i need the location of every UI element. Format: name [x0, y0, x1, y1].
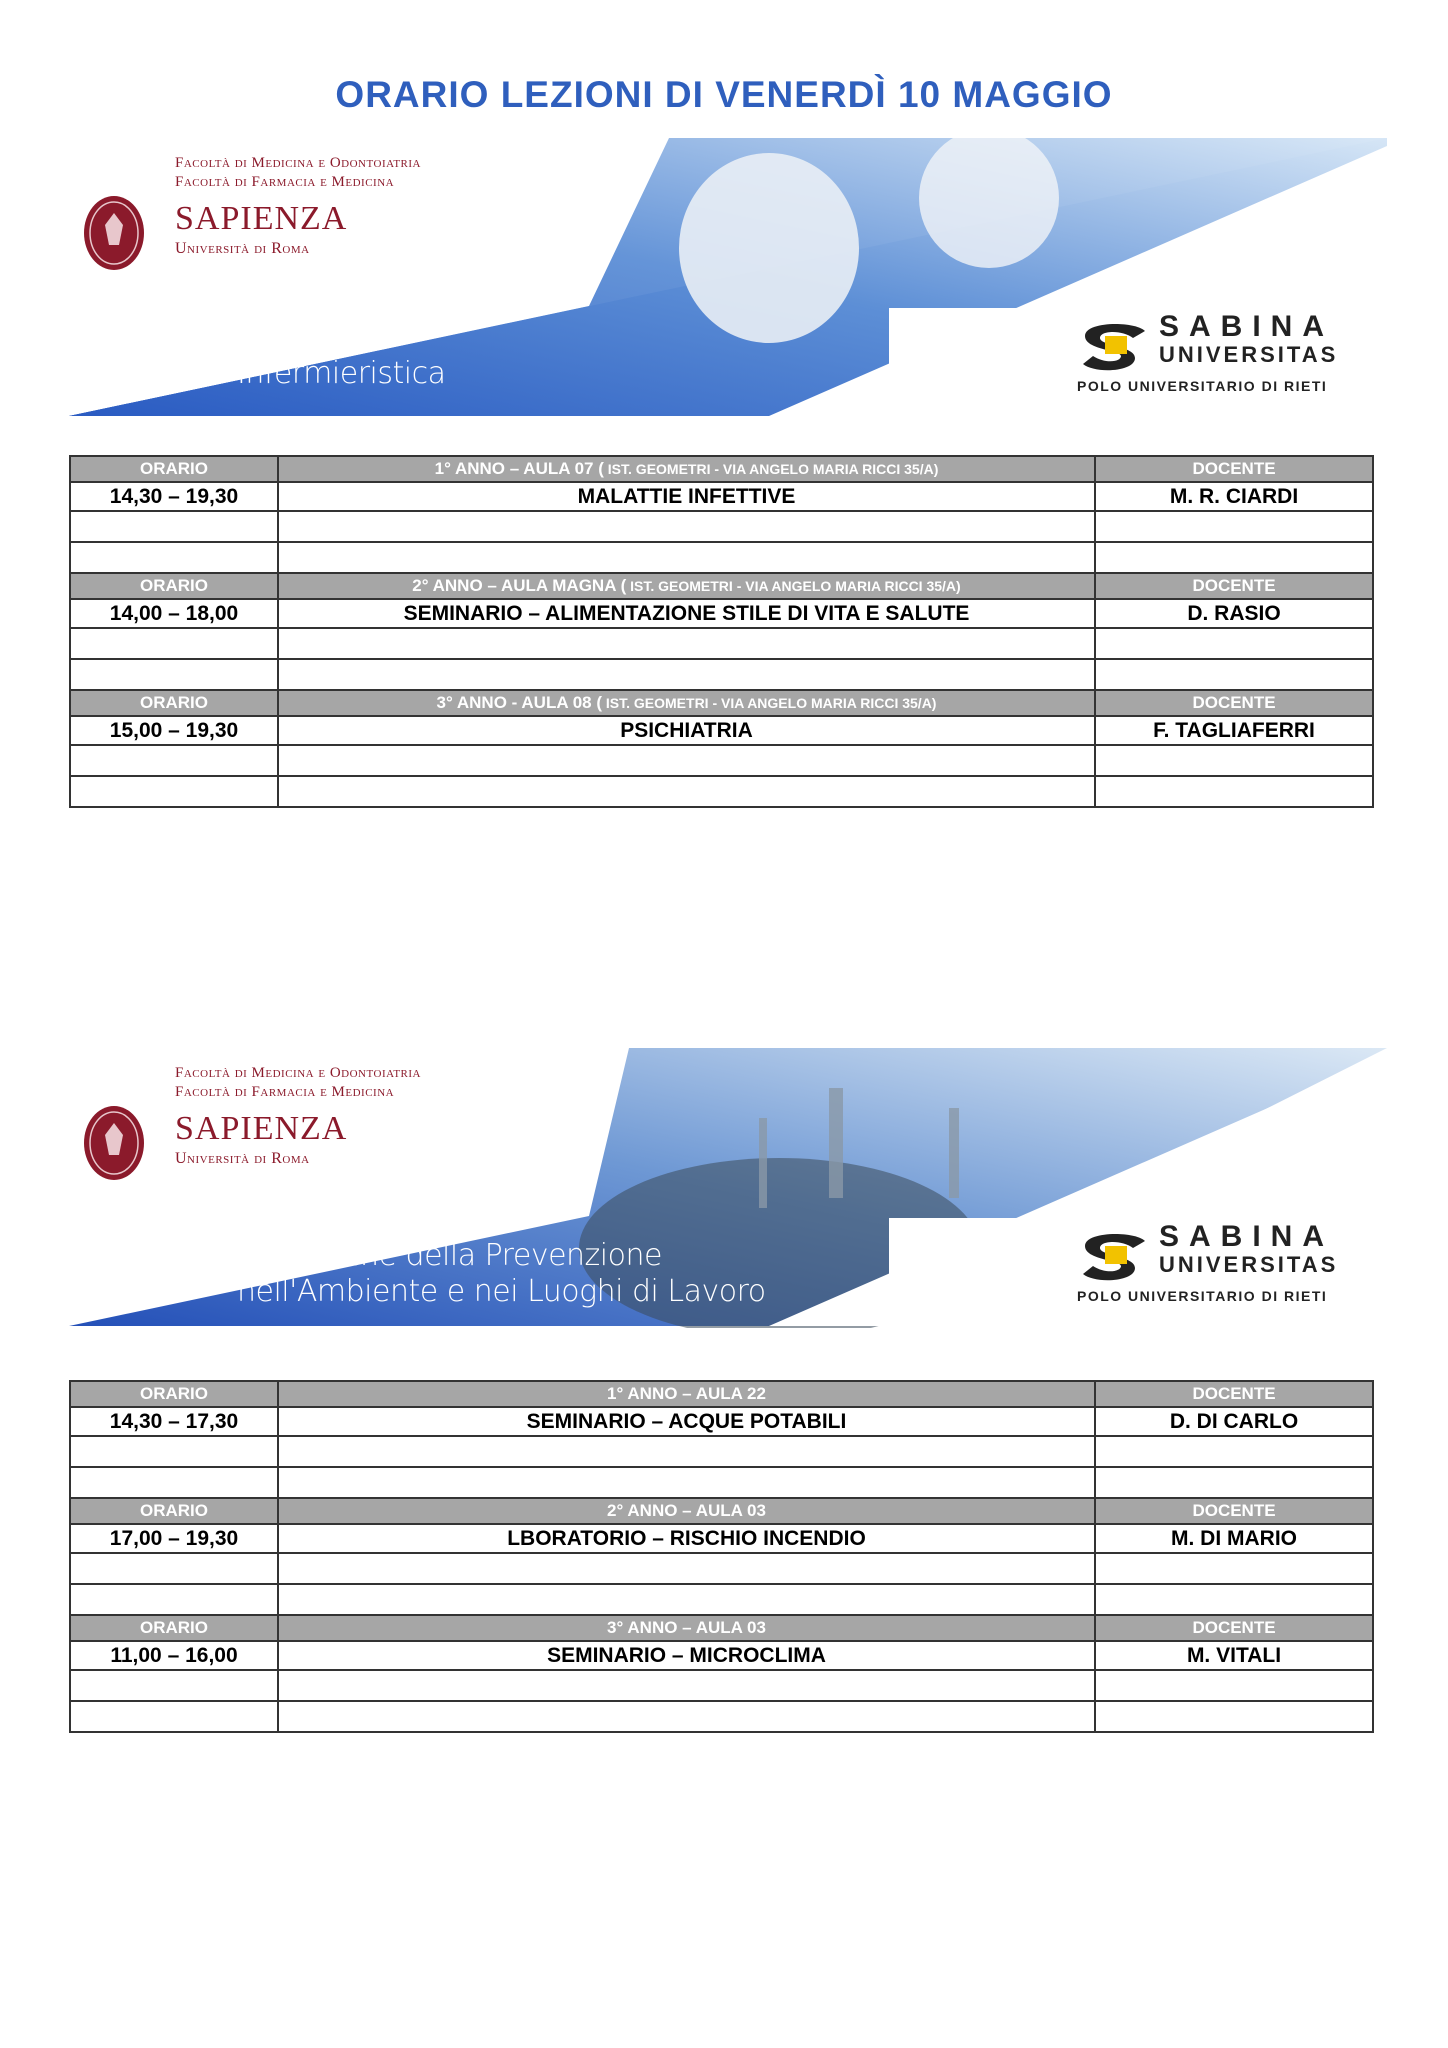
partner-tagline: POLO UNIVERSITARIO DI RIETI	[1077, 1288, 1328, 1304]
header-teacher: DOCENTE	[1095, 1381, 1373, 1407]
lesson-teacher: D. DI CARLO	[1095, 1407, 1373, 1436]
partner-name: SABINA	[1159, 1220, 1335, 1253]
faculty-line-2: Facoltà di Farmacia e Medicina	[175, 174, 395, 190]
header-time: ORARIO	[70, 1381, 278, 1407]
table-row-empty	[70, 659, 1373, 690]
header-teacher: DOCENTE	[1095, 456, 1373, 482]
course-banner-infermieristica	[69, 138, 1387, 418]
surgeon-mask-illustration	[679, 153, 859, 343]
course-name-line-1: Tecniche della Prevenzione	[271, 1238, 662, 1273]
header-time: ORARIO	[70, 1615, 278, 1641]
course-name-line-1: Infermieristica	[237, 356, 446, 391]
lesson-teacher: M. VITALI	[1095, 1641, 1373, 1670]
header-teacher: DOCENTE	[1095, 690, 1373, 716]
table-row-empty	[70, 1584, 1373, 1615]
table-row-empty	[70, 1467, 1373, 1498]
university-name: SAPIENZA	[175, 1110, 348, 1147]
lesson-teacher: F. TAGLIAFERRI	[1095, 716, 1373, 745]
table-row-empty	[70, 542, 1373, 573]
schedule-table-infermieristica	[69, 455, 1374, 808]
header-teacher: DOCENTE	[1095, 1615, 1373, 1641]
lesson-teacher: M. R. CIARDI	[1095, 482, 1373, 511]
header-time: ORARIO	[70, 690, 278, 716]
partner-subname: UNIVERSITAS	[1159, 1252, 1339, 1277]
table-header-row	[70, 1615, 1373, 1641]
partner-name: SABINA	[1159, 310, 1335, 343]
table-row	[70, 1641, 1373, 1670]
table-row-empty	[70, 1670, 1373, 1701]
sabina-universitas-logo	[1067, 310, 1367, 420]
table-header-row	[70, 690, 1373, 716]
sabina-universitas-logo	[1067, 1220, 1367, 1330]
header-teacher: DOCENTE	[1095, 573, 1373, 599]
table-row-empty	[70, 776, 1373, 807]
course-name-line-2: nell'Ambiente e nei Luoghi di Lavoro	[237, 1274, 766, 1309]
university-subtitle: Università di Roma	[175, 240, 310, 257]
lesson-subject: SEMINARIO – ACQUE POTABILI	[278, 1407, 1095, 1436]
university-name: SAPIENZA	[175, 200, 348, 237]
partner-tagline: POLO UNIVERSITARIO DI RIETI	[1077, 378, 1328, 394]
faculty-line-2: Facoltà di Farmacia e Medicina	[175, 1084, 395, 1100]
sapienza-seal-icon	[83, 195, 145, 271]
header-year-room: 3° ANNO – AULA 03	[278, 1615, 1095, 1641]
header-year-room: 2° ANNO – AULA MAGNA ( IST. GEOMETRI - VIA ANGELO MARIA RICCI 35/A)	[278, 573, 1095, 599]
table-row-empty	[70, 1436, 1373, 1467]
header-year-room: 2° ANNO – AULA 03	[278, 1498, 1095, 1524]
lesson-time: 14,30 – 19,30	[70, 482, 278, 511]
header-time: ORARIO	[70, 573, 278, 599]
lesson-time: 11,00 – 16,00	[70, 1641, 278, 1670]
university-subtitle: Università di Roma	[175, 1150, 310, 1167]
table-header-row	[70, 1498, 1373, 1524]
header-time: ORARIO	[70, 1498, 278, 1524]
header-year-room: 1° ANNO – AULA 22	[278, 1381, 1095, 1407]
page-title: ORARIO LEZIONI DI VENERDÌ 10 MAGGIO	[335, 74, 1113, 115]
schedule-table-prevenzione	[69, 1380, 1374, 1733]
faculty-line-1: Facoltà di Medicina e Odontoiatria	[175, 1065, 421, 1081]
lesson-time: 17,00 – 19,30	[70, 1524, 278, 1553]
table-header-row	[70, 573, 1373, 599]
table-row	[70, 716, 1373, 745]
table-row	[70, 1407, 1373, 1436]
partner-subname: UNIVERSITAS	[1159, 342, 1339, 367]
table-row	[70, 599, 1373, 628]
header-year-room: 3° ANNO - AULA 08 ( IST. GEOMETRI - VIA ANGELO MARIA RICCI 35/A)	[278, 690, 1095, 716]
table-row-empty	[70, 745, 1373, 776]
faculty-line-1: Facoltà di Medicina e Odontoiatria	[175, 155, 421, 171]
lesson-subject: LBORATORIO – RISCHIO INCENDIO	[278, 1524, 1095, 1553]
table-row-empty	[70, 1701, 1373, 1732]
table-row-empty	[70, 1553, 1373, 1584]
header-time: ORARIO	[70, 456, 278, 482]
table-header-row	[70, 1381, 1373, 1407]
sabina-book-icon	[1075, 1226, 1155, 1286]
course-banner-prevenzione	[69, 1048, 1387, 1328]
lesson-subject: PSICHIATRIA	[278, 716, 1095, 745]
sabina-book-icon	[1075, 316, 1155, 376]
header-teacher: DOCENTE	[1095, 1498, 1373, 1524]
lesson-time: 14,00 – 18,00	[70, 599, 278, 628]
sapienza-seal-icon	[83, 1105, 145, 1181]
table-row	[70, 1524, 1373, 1553]
lesson-time: 15,00 – 19,30	[70, 716, 278, 745]
lesson-subject: MALATTIE INFETTIVE	[278, 482, 1095, 511]
table-row-empty	[70, 628, 1373, 659]
lesson-subject: SEMINARIO – ALIMENTAZIONE STILE DI VITA E SALUTE	[278, 599, 1095, 628]
lesson-time: 14,30 – 17,30	[70, 1407, 278, 1436]
table-row	[70, 482, 1373, 511]
table-row-empty	[70, 511, 1373, 542]
lesson-teacher: M. DI MARIO	[1095, 1524, 1373, 1553]
lesson-teacher: D. RASIO	[1095, 599, 1373, 628]
lesson-subject: SEMINARIO – MICROCLIMA	[278, 1641, 1095, 1670]
header-year-room: 1° ANNO – AULA 07 ( IST. GEOMETRI - VIA ANGELO MARIA RICCI 35/A)	[278, 456, 1095, 482]
table-header-row	[70, 456, 1373, 482]
